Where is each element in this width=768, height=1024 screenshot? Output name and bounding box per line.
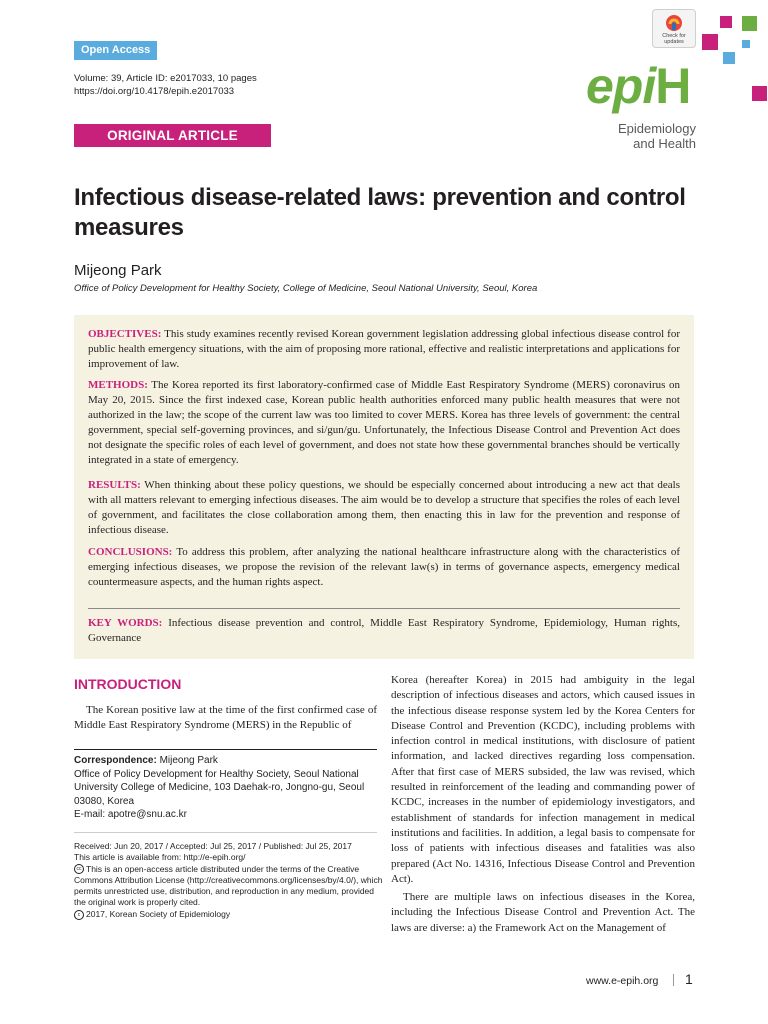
correspondence-email[interactable]: E-mail: apotre@snu.ac.kr <box>74 809 187 821</box>
article-meta <box>74 72 257 98</box>
correspondence-label: Correspondence: <box>74 755 157 766</box>
creative-commons-icon: cc <box>74 864 84 874</box>
keywords-label: KEY WORDS: <box>88 617 163 629</box>
body-paragraph: Korea (hereafter Korea) in 2015 had ambiguity in the legal description of infectious diseases and actors, which caused issues in the infectious disease response system led by the Korea Centers for Disease Control and Prevention (KCDC), including problems with infection control in medical institutions, with disclosure of patient information, and lacked directives regarding loss compensation. After that first case of MERS subsided, the law was revised, which resulted in reinforcement of the leading and commanding power of KCDC, increases in the number of epidemiology investigators, and establishment of standards for infection management in medical institutions and facilities. In addition, a legal basis to compensate for loss of patients with infectious diseases and fatalities was also prepared (Act No. 14316, Infectious Disease Control and Prevention Act). <box>391 674 695 885</box>
body-column-right <box>391 673 695 936</box>
abstract-box <box>74 315 694 659</box>
copyright-statement <box>74 909 384 920</box>
article-type-banner: ORIGINAL ARTICLE <box>74 124 271 147</box>
decor-square-magenta-2 <box>702 34 718 50</box>
copyright-icon: c <box>74 910 84 920</box>
journal-logo <box>586 58 690 114</box>
correspondence-block <box>74 754 377 822</box>
volume-info: Volume: 39, Article ID: e2017033, 10 pages <box>74 73 257 84</box>
correspondence-address-line: University College of Medicine, 103 Daehak-ro, Jongno-gu, Seoul <box>74 782 365 794</box>
keywords-text: Infectious disease prevention and control, Middle East Respiratory Syndrome, Epidemiology, Human rights, Governance <box>88 617 680 644</box>
journal-name <box>580 121 696 151</box>
abstract-keywords <box>88 616 680 646</box>
logo-cap-part: H <box>655 58 691 114</box>
methods-label: METHODS: <box>88 379 148 391</box>
footer-journal-url[interactable]: www.e-epih.org <box>586 975 659 987</box>
author-name: Mijeong Park <box>74 262 162 279</box>
keywords-divider <box>88 608 680 609</box>
copyright-text: 2017, Korean Society of Epidemiology <box>86 908 231 919</box>
author-affiliation: Office of Policy Development for Healthy Society, College of Medicine, Seoul National University, Seoul, Korea <box>74 283 538 294</box>
decor-square-green-1 <box>742 16 757 31</box>
journal-name-line1: Epidemiology <box>617 121 696 136</box>
decor-square-blue-1 <box>723 52 735 64</box>
availability-link[interactable]: This article is available from: http://e-epih.org/ <box>74 852 246 863</box>
body-paragraph: There are multiple laws on infectious diseases in the Korea, including the Infectious Disease Control and Prevention Act. The laws are diverse: a) the Framework Act on the Management of <box>391 891 695 934</box>
results-text: When thinking about these policy questions, we should be especially concerned about introducing a new act that deals with all matters relevant to emerging infectious diseases. The aim would be to develop a structure that specifies the roles of each level of government, and facilitates the close collaboration among them, then enacting this in law for the prevention and response of infectious disease. <box>88 479 680 536</box>
check-for-updates-label: Check for updates <box>662 33 686 45</box>
correspondence-name: Mijeong Park <box>156 755 218 766</box>
correspondence-address-line: Office of Policy Development for Healthy Society, Seoul National <box>74 768 359 780</box>
decor-square-magenta-3 <box>752 86 767 101</box>
objectives-text: This study examines recently revised Korean government legislation addressing global infectious disease control for public health emergency situations, with the aim of proposing more rational, effective and realistic interpretations and applications for improvement of law. <box>88 328 680 370</box>
publication-dates: Received: Jun 20, 2017 / Accepted: Jul 25, 2017 / Published: Jul 25, 2017 <box>74 841 352 851</box>
abstract-objectives <box>88 327 680 372</box>
objectives-label: OBJECTIVES: <box>88 328 162 340</box>
publication-info <box>74 841 384 920</box>
conclusions-text: To address this problem, after analyzing the national healthcare infrastructure along with the characteristics of emerging infectious diseases, we propose the revision of the relevant law(s) in terms of governance aspects, emergency medical countermeasure aspects, and the human rights aspect. <box>88 546 680 588</box>
abstract-methods <box>88 378 680 468</box>
correspondence-divider <box>74 749 377 750</box>
doi-link[interactable]: https://doi.org/10.4178/epih.e2017033 <box>74 86 235 97</box>
decor-square-magenta-1 <box>720 16 732 28</box>
results-label: RESULTS: <box>88 479 141 491</box>
body-column-left-paragraph: The Korean positive law at the time of the first confirmed case of Middle East Respiratory Syndrome (MERS) in the Republic of <box>74 704 377 732</box>
abstract-conclusions <box>88 545 680 590</box>
correspondence-address-line: 03080, Korea <box>74 795 135 807</box>
license-statement <box>74 864 384 909</box>
conclusions-label: CONCLUSIONS: <box>88 546 173 558</box>
methods-text: The Korea reported its first laboratory-confirmed case of Middle East Respiratory Syndrome (MERS) coronavirus on May 20, 2015. Since the first indexed case, Korean public health authorities enforced many public health measures that were not authorized in the law; the scope of the current law was too limited to cover MERS. Korea has three levels of government: the central government, special self-governing provinces, and si/gun/gu. Unfortunately, the Infectious Disease Control and Prevention Act does not designate the specific roles of each level of government, and does not state how these governmental branches should be vertically integrated in a state of emergency. <box>88 379 680 466</box>
license-text: This is an open-access article distributed under the terms of the Creative Commons Attribution License (http://creativecommons.org/licenses/by/4.0/), which permits unrestricted use, distribution, and reproduction in any medium, provided the original work is properly cited. <box>74 863 383 908</box>
abstract-results <box>88 478 680 538</box>
section-heading-introduction: INTRODUCTION <box>74 676 182 692</box>
footer-separator <box>673 974 674 986</box>
logo-italic-part: epi <box>586 58 656 114</box>
open-access-badge: Open Access <box>74 41 157 60</box>
journal-name-line2: and Health <box>633 136 696 151</box>
page-number: 1 <box>685 971 693 987</box>
article-title: Infectious disease-related laws: prevention and control measures <box>74 184 686 241</box>
decor-square-blue-2 <box>742 40 750 48</box>
publication-divider <box>74 832 377 833</box>
